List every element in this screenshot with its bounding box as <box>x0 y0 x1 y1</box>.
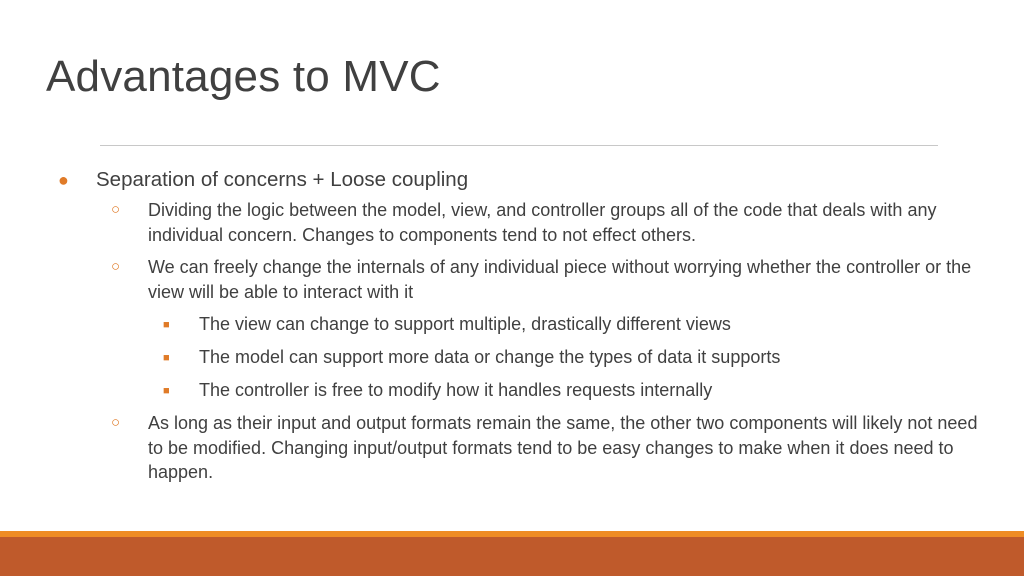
square-bullet-icon: ■ <box>163 385 170 397</box>
square-bullet-icon: ■ <box>163 352 170 364</box>
bullet-text: As long as their input and output formats remain the same, the other two components will likely not need to be modified. Changing input/output formats tend to be easy changes to make when it does need to happen. <box>148 413 978 482</box>
bullet-text: The view can change to support multiple, drastically different views <box>199 314 731 334</box>
bullet-text: The controller is free to modify how it handles requests internally <box>199 380 713 400</box>
bullet-level2 <box>0 198 978 247</box>
hollow-circle-bullet-icon: ○ <box>111 258 121 275</box>
bullet-level3 <box>0 312 989 337</box>
footer-bar <box>0 537 1024 576</box>
bullet-level1 <box>0 166 1024 198</box>
hollow-circle-bullet-icon: ○ <box>111 414 121 431</box>
title-divider <box>100 145 938 146</box>
slide-content <box>0 166 1024 493</box>
filled-circle-bullet-icon: ● <box>58 170 69 190</box>
bullet-text: Separation of concerns + Loose coupling <box>96 168 469 191</box>
bullet-text: We can freely change the internals of any individual piece without worrying whether the controller or the view will be able to interact with it <box>148 257 972 302</box>
bullet-level3 <box>0 345 989 370</box>
hollow-circle-bullet-icon: ○ <box>111 201 121 218</box>
bullet-level2 <box>0 255 978 304</box>
slide-title: Advantages to MVC <box>46 52 441 101</box>
bullet-level3 <box>0 378 989 403</box>
square-bullet-icon: ■ <box>163 319 170 331</box>
bullet-text: Dividing the logic between the model, view, and controller groups all of the code that deals with any individual concern. Changes to components tend to not effect others. <box>148 200 937 245</box>
bullet-level2 <box>0 411 978 485</box>
bullet-text: The model can support more data or change the types of data it supports <box>199 347 781 367</box>
